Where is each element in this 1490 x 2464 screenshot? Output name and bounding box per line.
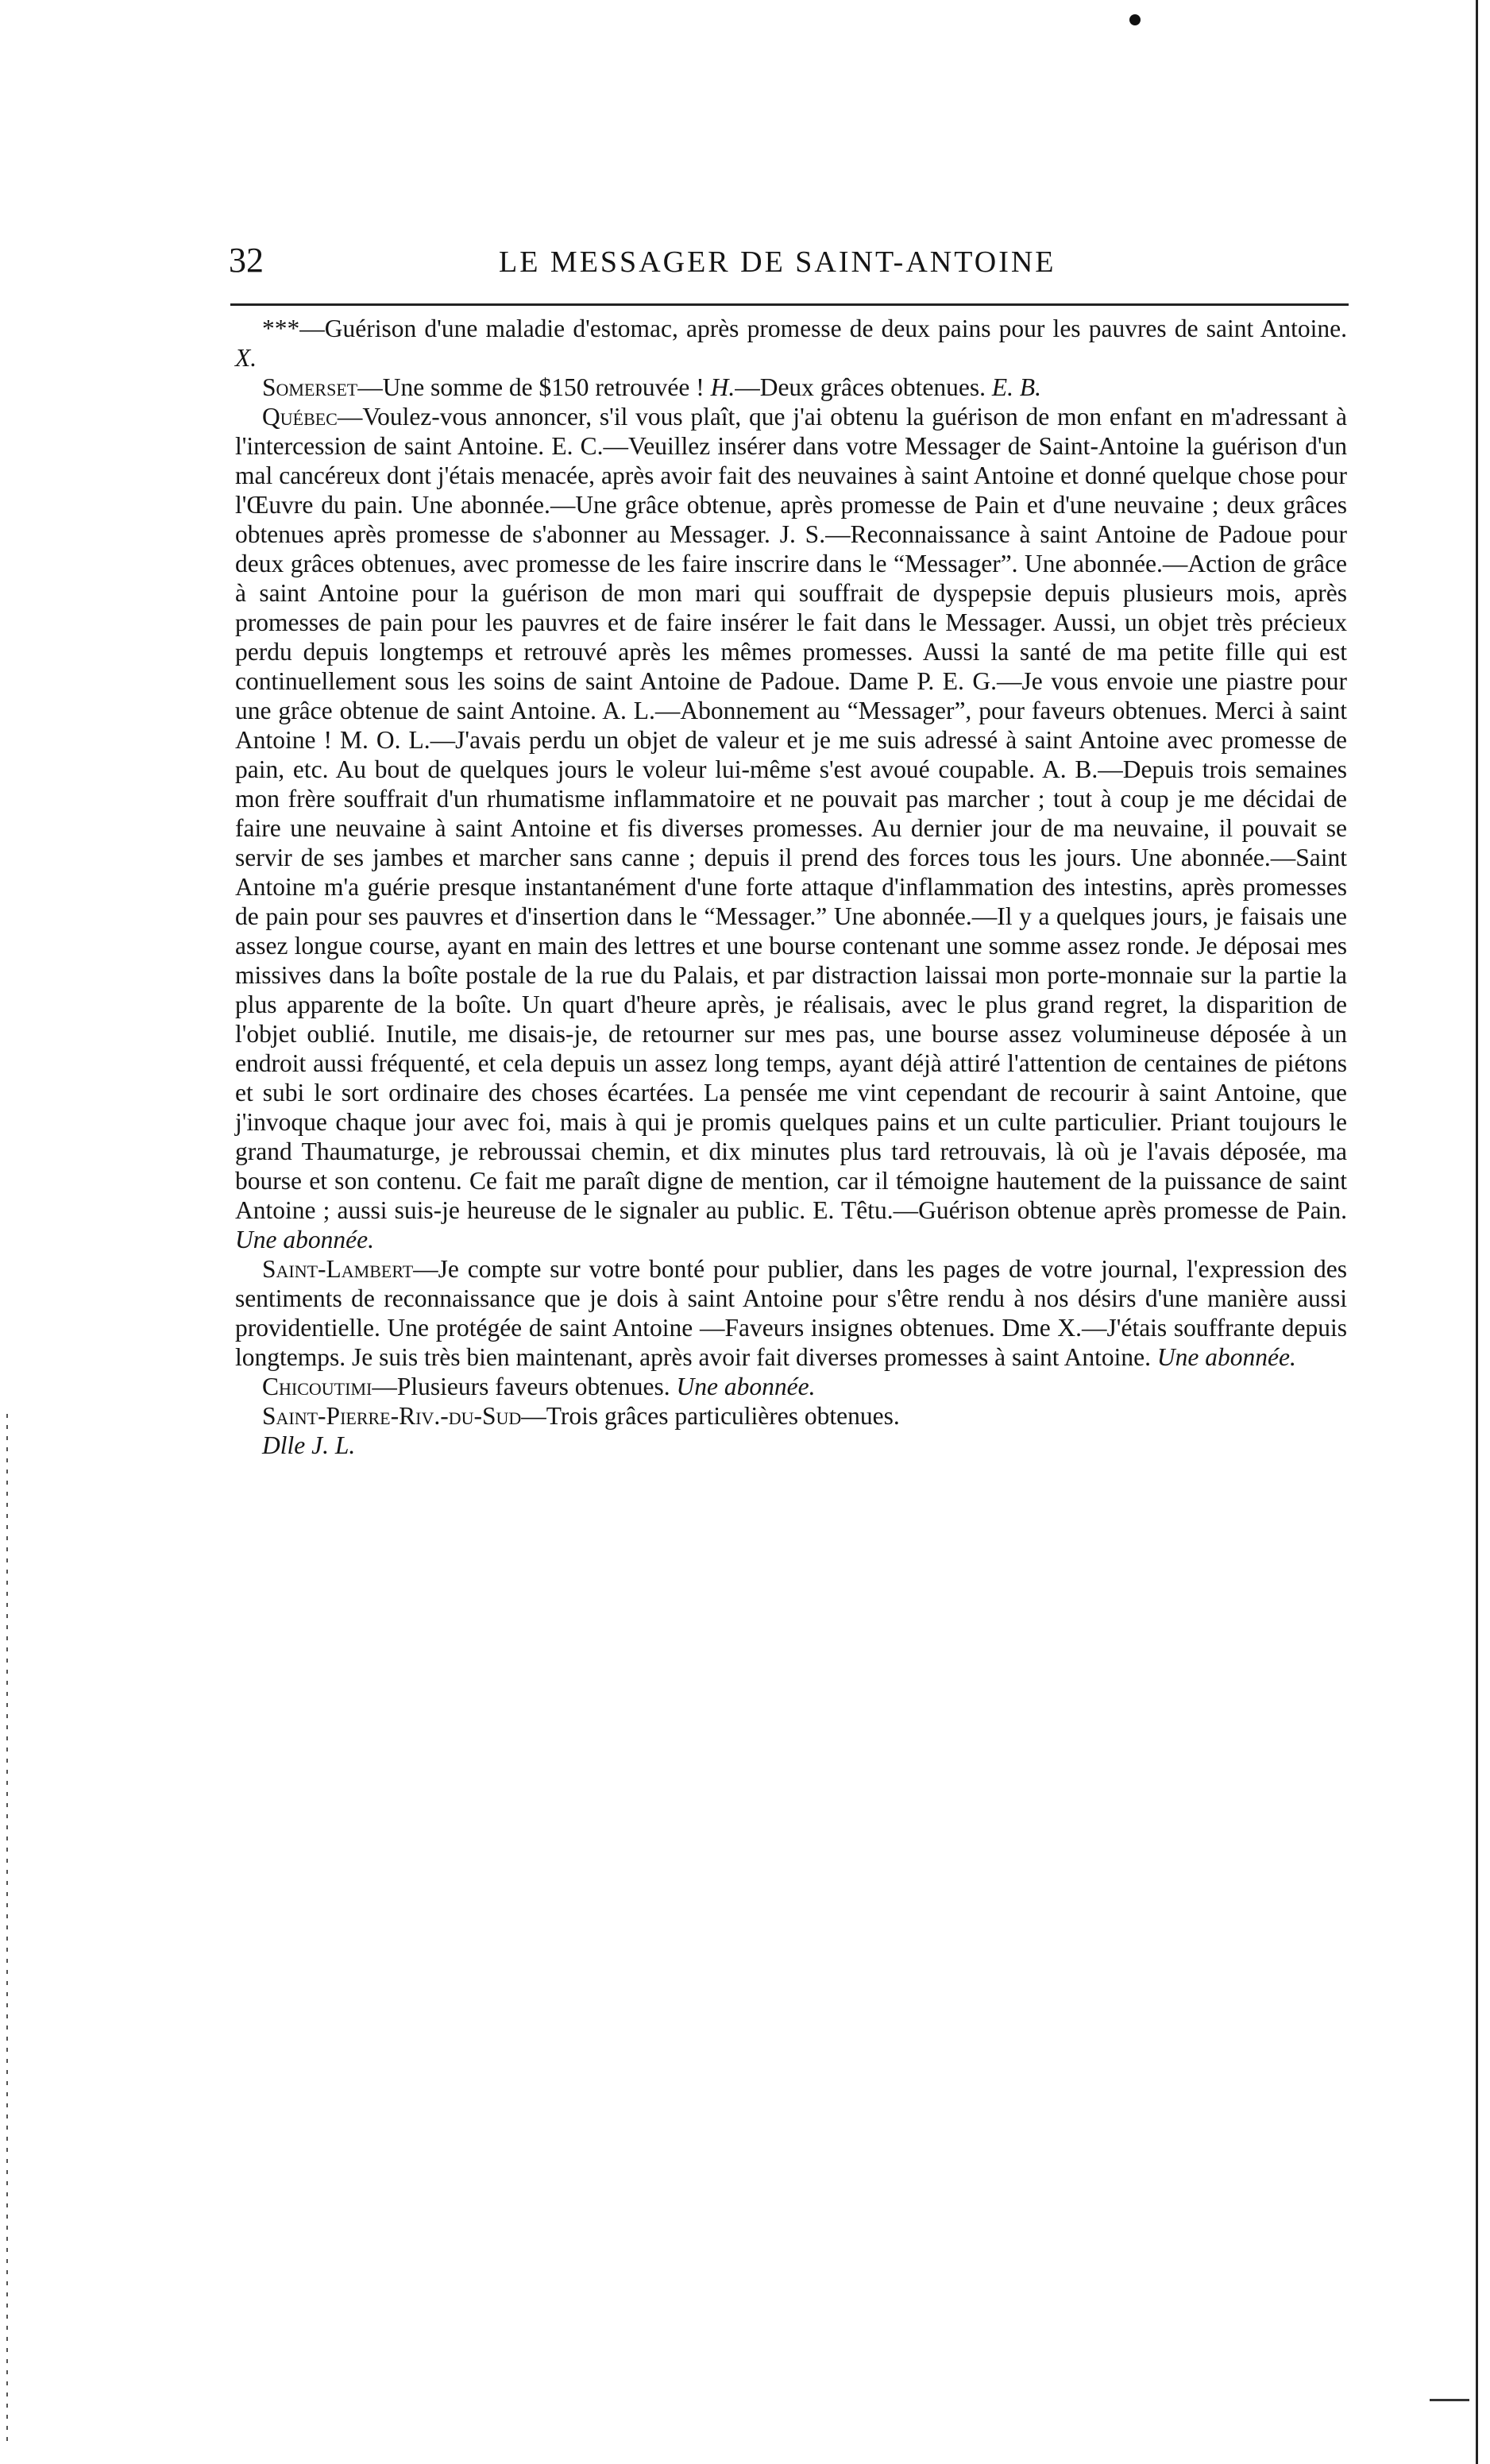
header-rule xyxy=(230,303,1349,306)
entry-paragraph xyxy=(235,314,1347,373)
entry-text: —Guérison d'une maladie d'estomac, après promesse de deux pains pour les pauvres de saint Antoine. xyxy=(299,315,1347,342)
entry-text: —Trois grâces particulières obtenues. xyxy=(521,1402,900,1430)
page-header xyxy=(229,240,1349,284)
entry-lead: Chicoutimi xyxy=(262,1373,372,1400)
entry-signature: Une abonnée. xyxy=(1156,1343,1296,1371)
article-body xyxy=(235,314,1347,1460)
entry-text: —Une somme de $150 retrouvée ! xyxy=(357,373,711,401)
entry-lead: Somerset xyxy=(262,373,358,401)
entry-paragraph xyxy=(235,1372,1347,1401)
entry-paragraph xyxy=(235,373,1347,402)
entry-text: —Plusieurs faveurs obtenues. xyxy=(372,1373,677,1400)
entry-lead: *** xyxy=(262,315,300,342)
page-number: 32 xyxy=(229,241,264,280)
entry-lead: Québec xyxy=(262,403,338,431)
entry-paragraph xyxy=(235,1401,1347,1460)
entry-lead: Saint-Pierre-Riv.-du-Sud xyxy=(262,1402,522,1430)
entry-lead: Saint-Lambert xyxy=(262,1255,414,1283)
entry-signature: H. xyxy=(710,373,735,401)
scan-margin-dots xyxy=(6,1414,8,2447)
entry-text: —Deux grâces obtenues. xyxy=(735,373,992,401)
entry-signature: Une abonnée. xyxy=(676,1373,816,1400)
entry-signature: X. xyxy=(235,344,257,372)
entry-text: —Je compte sur votre bonté pour publier, dans les pages de votre journal, l'expression des sentiments de reconnaissance que je dois à saint Antoine pour s'être rendu à nos désirs d'une manière aussi providentielle. Une protégée de saint Antoine —Faveurs insignes obtenues. Dme X.—J'étais souffrante depuis longtemps. Je suis très bien maintenant, après avoir fait diverses promesses à saint Antoine. xyxy=(235,1255,1347,1371)
scan-corner-mark xyxy=(1430,2399,1469,2401)
entry-signature: Une abonnée. xyxy=(235,1226,374,1253)
entry-text: —Voulez-vous annoncer, s'il vous plaît, que j'ai obtenu la guérison de mon enfant en m'adressant à l'intercession de saint Antoine. E. C.—Veuillez insérer dans votre Messager de Saint-Antoine la guérison d'un mal cancéreux dont j'étais menacée, après avoir fait des neuvaines à saint Antoine et donné quelque chose pour l'Œuvre du pain. Une abonnée.—Une grâce obtenue, après promesse de Pain et d'une neuvaine ; deux grâces obtenues après promesse de s'abonner au Messager. J. S.—Reconnaissance à saint Antoine de Padoue pour deux grâces obtenues, avec promesse de les faire inscrire dans le “Messager”. Une abonnée.—Action de grâce à saint Antoine pour la guérison de mon mari qui souffrait de dyspepsie depuis plusieurs mois, après promesses de pain pour les pauvres et de faire insérer le fait dans le Messager. Aussi, un objet très précieux perdu depuis longtemps et retrouvé après les mêmes promesses. Aussi la santé de ma petite fille qui est continuellement sous les soins de saint Antoine de Padoue. Dame P. E. G.—Je vous envoie une piastre pour une grâce obtenue de saint Antoine. A. L.—Abonnement au “Messager”, pour faveurs obtenues. Merci à saint Antoine ! M. O. L.—J'avais perdu un objet de valeur et je me suis adressé à saint Antoine avec promesse de pain, etc. Au bout de quelques jours le voleur lui-même s'est avoué coupable. A. B.—Depuis trois semaines mon frère souffrait d'un rhumatisme inflammatoire et ne pouvait pas marcher ; tout à coup je me décidai de faire une neuvaine à saint Antoine et fis diverses promesses. Au dernier jour de ma neuvaine, il pouvait se servir de ses jambes et marcher sans canne ; depuis il prend des forces tous les jours. Une abonnée.—Saint Antoine m'a guérie presque instantanément d'une forte attaque d'inflammation des intestins, après promesses de pain pour ses pauvres et d'insertion dans le “Messager.” Une abonnée.—Il y a quelques jours, je faisais une assez longue course, ayant en main des lettres et une bourse contenant une somme assez ronde. Je déposai mes missives dans la boîte postale de la rue du Palais, et par distraction laissai mon porte-monnaie sur la partie la plus apparente de la boîte. Un quart d'heure après, je réalisais, avec le plus grand regret, la disparition de l'objet oublié. Inutile, me disais-je, de retourner sur mes pas, une bourse assez volumineuse déposée à un endroit aussi fréquenté, et cela depuis un assez long temps, ayant déjà attiré l'attention de centaines de piétons et subi le sort ordinaire des choses écartées. La pensée me vint cependant de recourir à saint Antoine, que j'invoque chaque jour avec foi, mais à qui je promis quelques pains et un culte particulier. Priant toujours le grand Thaumaturge, je rebroussai chemin, et dix minutes plus tard retrouvais, là où je l'avais déposée, ma bourse et son contenu. Ce fait me paraît digne de mention, car il témoigne hautement de la puissance de saint Antoine ; aussi suis-je heureuse de le signaler au public. E. Têtu.—Guérison obtenue après promesse de Pain. xyxy=(235,403,1347,1224)
ink-dot xyxy=(1129,14,1141,25)
running-title: LE MESSAGER DE SAINT-ANTOINE xyxy=(499,245,1056,279)
page-edge-line xyxy=(1476,0,1478,2464)
entry-paragraph xyxy=(235,1254,1347,1372)
entry-paragraph xyxy=(235,402,1347,1254)
entry-signature: E. B. xyxy=(991,373,1041,401)
entry-signature: Dlle J. L. xyxy=(262,1431,356,1459)
